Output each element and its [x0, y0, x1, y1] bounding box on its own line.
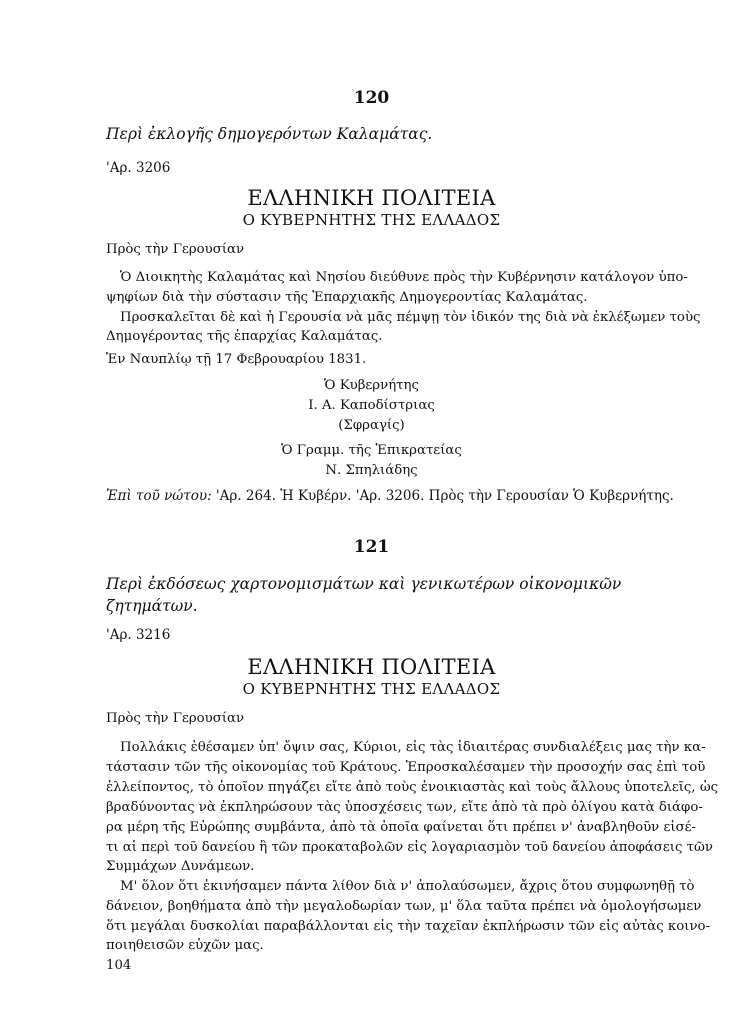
signature-name: Ι. Α. Καποδίστριας [308, 398, 435, 413]
addressee: Πρὸς τὴν Γερουσίαν [106, 242, 245, 257]
verso-note [106, 488, 674, 504]
doc-subject: Περὶ ἐκλογῆς δημογερόντων Καλαμάτας. [106, 125, 433, 143]
body-line: ψηφίων διὰ τὴν σύστασιν τῆς Ἐπαρχιακῆς Δημογεροντίας Καλαμάτας. [106, 290, 588, 305]
date-line: Ἐν Ναυπλίῳ τῇ 17 Φεβρουαρίου 1831. [106, 352, 367, 367]
header-governor: Ο ΚΥΒΕΡΝΗΤΗΣ ΤΗΣ ΕΛΛΑΔΟΣ [242, 211, 501, 229]
secretary-title: Ὁ Γραμμ. τῆς Ἐπικρατείας [281, 443, 462, 458]
addressee: Πρὸς τὴν Γερουσίαν [106, 711, 245, 726]
body-line: ὅτι μεγάλαι δυσκολίαι παραβάλλονται εἰς τὴν ταχεῖαν ἐκπλήρωσιν τῶν εἰς αὐτὰς κοινο- [106, 919, 711, 934]
body-line: Προσκαλεῖται δὲ καὶ ἡ Γερουσία νὰ μᾶς πέμψῃ τὸν ἰδικόν της διὰ νὰ ἐκλέξωμεν τοὺς [120, 310, 701, 325]
secretary-name: Ν. Σπηλιάδης [325, 463, 418, 478]
body-line: βραδύνοντας νὰ ἐκπληρώσουν τὰς ὑποσχέσεις των, εἴτε ἀπὸ τὰ πρὸ ὀλίγου κατὰ διάφο- [106, 800, 703, 815]
doc-reference: 'Αρ. 3216 [106, 627, 171, 643]
body-line: ρα μέρη τῆς Εὐρώπης συμβάντα, ἀπὸ τὰ ὁποῖα φαίνεται ὅτι πρέπει ν' ἀναβληθοῦν εἰσέ- [106, 820, 697, 835]
verso-text: 'Αρ. 264. Ἡ Κυβέρν. 'Αρ. 3206. Πρὸς τὴν Γερουσίαν Ὁ Κυβερνήτης. [211, 488, 674, 504]
doc-number-121: 121 [353, 537, 390, 557]
verso-label: Ἐπὶ τοῦ νώτου: [106, 488, 212, 504]
page-number: 104 [106, 958, 132, 973]
body-line: τι αἱ περὶ τοῦ δανείου ἢ τῶν προκαταβολῶν εἰς λογαριασμὸν τοῦ δανείου ἀποφάσεις τῶν [106, 840, 713, 855]
doc-subject-cont: ζητημάτων. [106, 597, 198, 615]
doc-subject: Περὶ ἐκδόσεως χαρτονομισμάτων καὶ γενικωτέρων οἰκονομικῶν [106, 575, 622, 593]
body-line: ἐλλείποντος, τὸ ὁποῖον πηγάζει εἴτε ἀπὸ τοὺς ἐνοικιαστὰς καὶ τοὺς ἄλλους ὑποτελεῖς, ὡς [106, 780, 719, 795]
seal-note: (Σφραγίς) [338, 418, 405, 433]
body-line: δάνειον, βοηθήματα ἀπὸ τὴν μεγαλοδωρίαν των, μ' ὅλα ταῦτα πρέπει νὰ ὁμολογήσωμεν [106, 899, 702, 914]
header-state: ΕΛΛΗΝΙΚΗ ΠΟΛΙΤΕΙΑ [247, 186, 496, 210]
doc-reference: 'Αρ. 3206 [106, 160, 171, 176]
body-line: Δημογέροντας τῆς ἐπαρχίας Καλαμάτας. [106, 329, 383, 344]
header-governor: Ο ΚΥΒΕΡΝΗΤΗΣ ΤΗΣ ΕΛΛΑΔΟΣ [242, 680, 501, 698]
body-line: Ὁ Διοικητὴς Καλαμάτας καὶ Νησίου διεύθυνε πρὸς τὴν Κυβέρνησιν κατάλογον ὑπο- [120, 270, 688, 285]
doc-number-120: 120 [353, 88, 390, 108]
body-line: Μ' ὅλον ὅτι ἐκινήσαμεν πάντα λίθον διὰ ν' ἀπολαύσωμεν, ἄχρις ὅτου συμφωνηθῇ τὸ [120, 879, 695, 894]
header-state: ΕΛΛΗΝΙΚΗ ΠΟΛΙΤΕΙΑ [247, 655, 496, 679]
signature-title: Ὁ Κυβερνήτης [324, 378, 419, 393]
body-line: Πολλάκις ἐθέσαμεν ὑπ' ὄψιν σας, Κύριοι, εἰς τὰς ἰδιαιτέρας συνδιαλέξεις μας τὴν κα- [120, 740, 706, 755]
body-line: τάστασιν τῶν τῆς οἰκονομίας τοῦ Κράτους. Ἐπροσκαλέσαμεν τὴν προσοχήν σας ἐπὶ τοῦ [106, 760, 706, 775]
body-line: Συμμάχων Δυνάμεων. [106, 859, 255, 874]
body-line: ποιηθεισῶν εὐχῶν μας. [106, 938, 264, 953]
